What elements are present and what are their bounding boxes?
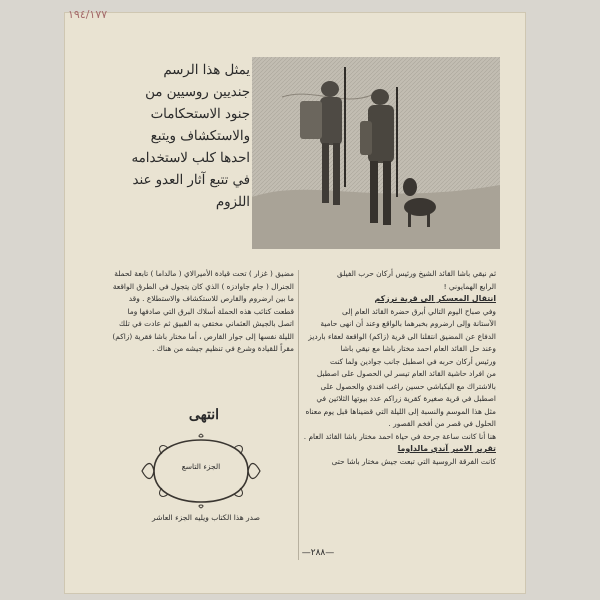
- body-line: اتصل بالجيش العثماني مختفي به القبيق ثم عادت في تلك: [119, 319, 294, 328]
- body-line: وعند حل القائد العام احمد مختار باشا مع نيقي باشا: [340, 344, 496, 353]
- body-line: الحلول في قصر من أفخم القصور .: [388, 419, 496, 428]
- body-line: بالاشتراك مع البكباشي حسين راغب افندي والحصول على: [320, 381, 496, 391]
- body-line: الآستانة وإلى ارضروم بخبرهما بالواقع وعند أن انهى حامية: [320, 319, 496, 328]
- section-heading: تقرير الامير آندي مالداوما: [397, 444, 496, 453]
- body-line: قطعت كتائب هذه الحملة أسلاك البرق التي صادفها وما: [127, 306, 294, 316]
- caption-line: جنود الاستحكامات: [150, 107, 250, 122]
- caption-line: والاستكشاف ويتبع: [150, 129, 250, 144]
- caption-line: احدها كلب لاستخدامه: [131, 151, 250, 166]
- footer-note: صدر هذا الكتاب ويليه الجزء العاشر: [152, 513, 260, 522]
- body-line: الدفاع عن المضيق انتقلنا الى قرية (زاكم) الواقعة لعقاء بارديز: [308, 331, 496, 341]
- body-line: هنا أنا كانت ساعة جرحة في حياة احمد مختار باشا القائد العام .: [303, 431, 496, 441]
- left-text-column: [104, 268, 294, 356]
- caption-line: في تتبع آثار العدو عند: [132, 173, 250, 188]
- body-line: ما بين ارضروم والقارص للاستكشاف والاستطلاع . وقد: [128, 294, 294, 303]
- right-text-column: [292, 268, 496, 468]
- caption-line: اللزوم: [215, 195, 250, 210]
- image-caption: [110, 60, 250, 214]
- body-line: وفي صباح اليوم التالي أبرق حضرة القائد العام إلى: [342, 306, 496, 316]
- page-number: —٢٨٨—: [301, 548, 335, 558]
- ornamental-frame: [134, 432, 268, 510]
- corner-handwritten-note: ١٩٤/١٧٧: [68, 8, 108, 21]
- body-line: الجنرال ( جام جاوادزه ) الذي كان يتجول في الطرق الواقعة: [112, 281, 294, 291]
- body-line: الليلة نفسها إلى جوار القارص ، أما مختار باشا فقرية (زاكم): [112, 331, 294, 341]
- caption-line: جنديين روسيين من: [145, 85, 250, 100]
- illustration-drawing: [252, 57, 500, 249]
- ornament-label: الجزء التاسع: [181, 462, 221, 471]
- intro-line: الرابع الهمايوني !: [443, 281, 496, 291]
- intro-line: ثم نيقي باشا القائد الشيخ ورئيس أركان حرب الفيلق: [337, 269, 496, 278]
- section-heading: انتقال المعسكر الى قرية نرزكم: [374, 294, 496, 303]
- body-line: مثل هذا الموسم والنسبة إلى الليلة التي قضيناها قبل يوم معناه: [305, 406, 496, 416]
- soldiers-illustration: [252, 57, 500, 249]
- body-line: مقراً للقيادة وشرع في تنظيم جيشه من هناك .: [152, 344, 294, 353]
- body-line: كانت الفرقة الروسية التي تبعت جيش مختار باشا حتى: [331, 456, 496, 466]
- caption-line: يمثل هذا الرسم: [163, 63, 250, 78]
- end-word: انتهى: [188, 407, 220, 423]
- body-line: ورئيس أركان حربه في اصطبل جانب جوادين ولما كنت: [330, 356, 496, 366]
- body-line: اصطبل في قرية صغيرة كقرية زراكم عدد بيوتها الثلاثين في: [316, 394, 496, 403]
- body-line: من افراد حاشية القائد العام تيسر لي الحصول على اصطبل: [316, 369, 496, 378]
- body-line: مضيق ( غزار ) تحت قيادة الأميرالاي ( مالداما ) تابعة لحملة: [114, 269, 294, 278]
